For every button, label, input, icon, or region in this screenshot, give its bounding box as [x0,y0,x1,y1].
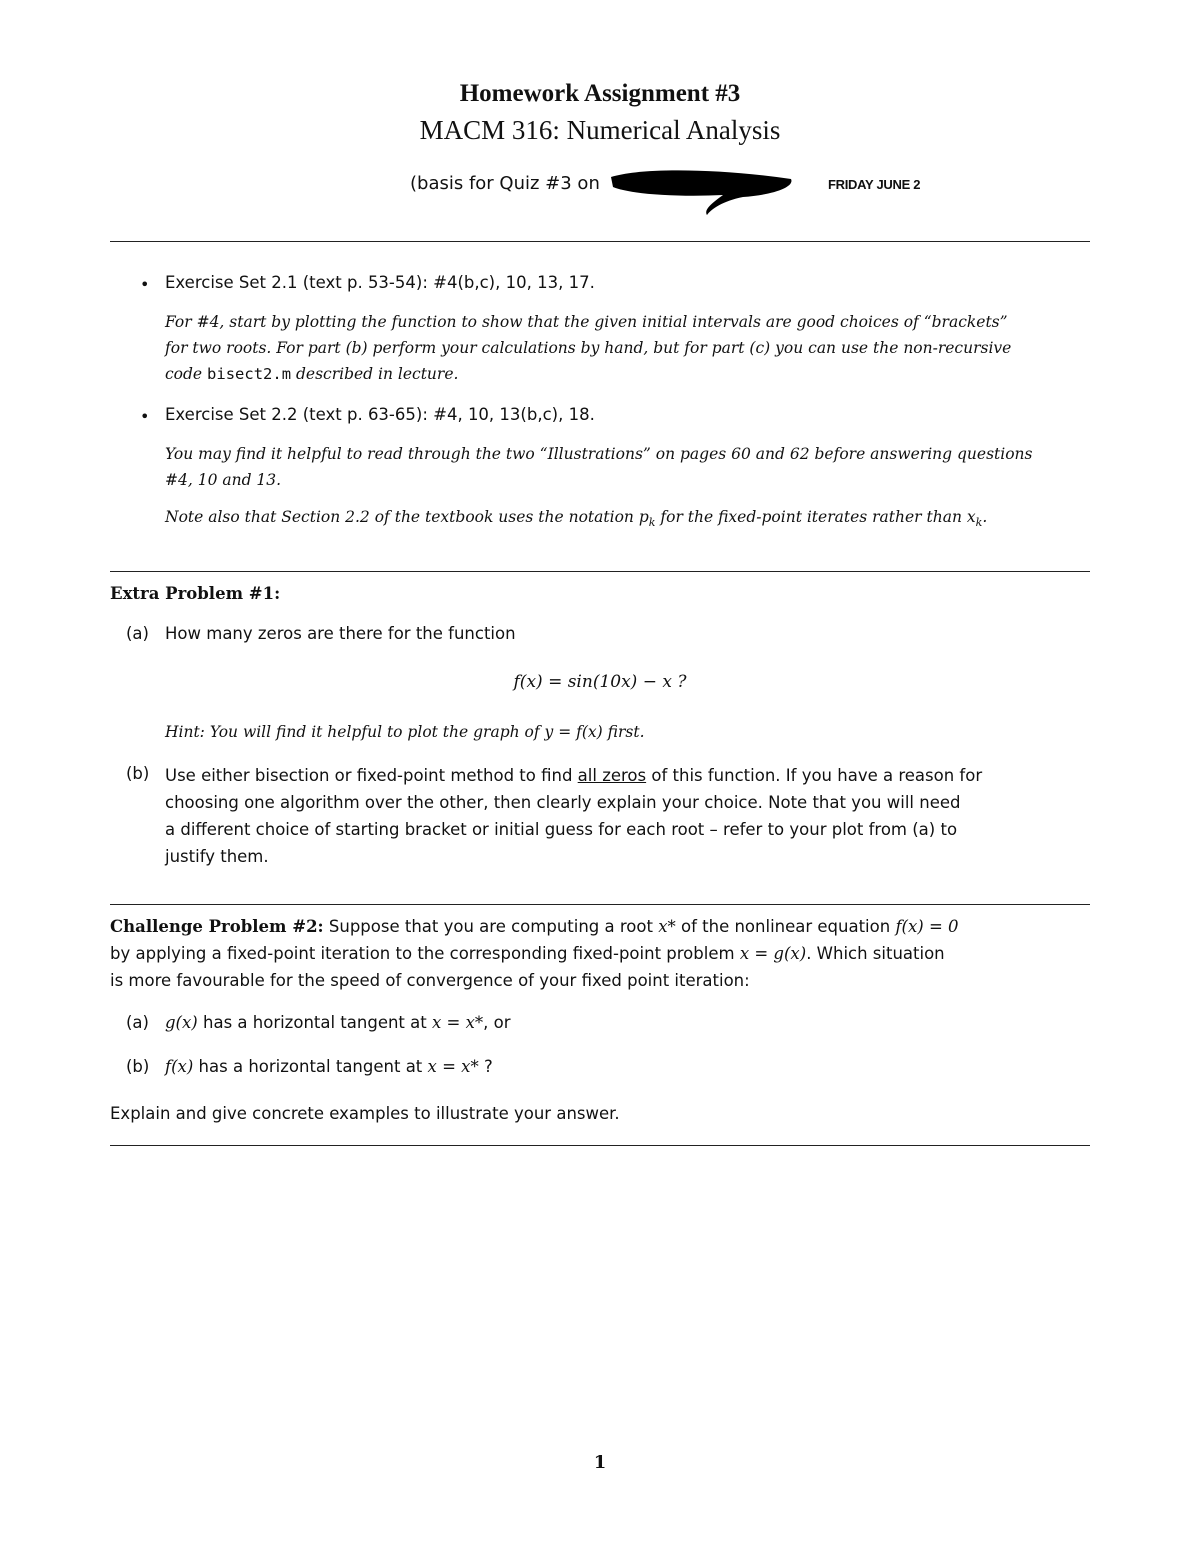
text-span: has a horizontal tangent at [203,1013,427,1032]
exercise-2-1-heading: Exercise Set 2.1 (text p. 53-54): #4(b,c), 10, 13, 17. [165,273,595,292]
function-equation: f(x) = sin(10x) − x ? [513,672,687,692]
quiz-basis-line: (basis for Quiz #3 on [410,173,600,194]
challenge-option-a [165,1013,1090,1032]
math-xstar: x* [658,917,676,936]
part-a-label: (a) [126,624,149,643]
section-divider [110,1145,1090,1146]
code-filename: bisect2.m [207,365,292,383]
note-line: #4, 10 and 13. [165,471,282,489]
hint-text [165,719,1090,745]
math-symbol: x [966,508,976,526]
note-text: described in lecture. [295,365,459,383]
part-a-label: (a) [126,1013,149,1032]
math-x [966,508,983,530]
redaction-scribble [603,165,798,220]
bullet-icon: • [140,407,150,426]
quiz-date: FRIDAY JUNE 2 [828,177,921,192]
text-span: ? [478,1057,493,1076]
text-line [165,762,1090,789]
hint-math: y = f(x) [544,723,603,741]
part-b-label: (b) [126,1057,150,1076]
exercise-2-2-heading: Exercise Set 2.2 (text p. 63-65): #4, 10, 13(b,c), 18. [165,405,595,424]
math-equation: f(x) = 0 [895,917,959,936]
document-title: Homework Assignment #3 [459,80,741,107]
page-number: 1 [593,1452,607,1473]
exercise-2-1-note [165,309,1090,387]
math-equation: x = g(x) [739,944,807,963]
exercise-2-2-note [165,441,1090,493]
math-f: f(x) [165,1057,194,1076]
text-span: , or [483,1013,511,1032]
text-span: Use either bisection or fixed-point method to find [165,766,573,785]
text-line: a different choice of starting bracket or initial guess for each root – refer to your plot from (a) to [165,820,958,839]
math-g: g(x) [165,1013,198,1032]
bullet-icon: • [140,275,150,294]
text-span: . Which situation [806,944,945,963]
text-span: of the nonlinear equation [681,917,891,936]
text-span: Suppose that you are computing a root [328,917,653,936]
text-line: is more favourable for the speed of convergence of your fixed point iteration: [110,971,750,990]
note-line: You may find it helpful to read through the two “Illustrations” on pages 60 and 62 before answering questions [165,445,1033,463]
extra-part-a-text: How many zeros are there for the function [165,624,516,643]
extra-part-b-text [165,762,1090,870]
text-span: by applying a fixed-point iteration to the corresponding fixed-point problem [110,944,735,963]
challenge-problem-title: Challenge Problem #2: [110,917,324,936]
math-subscript: k [648,516,656,530]
text-line: choosing one algorithm over the other, then clearly explain your choice. Note that you will need [165,793,961,812]
challenge-closing: Explain and give concrete examples to illustrate your answer. [110,1104,620,1123]
note-text: Note also that Section 2.2 of the textbook uses the notation [165,508,634,526]
note-line: For #4, start by plotting the function to show that the given initial intervals are good choices of “brackets” [165,313,1008,331]
exercise-2-2-notation-note [165,504,1090,536]
section-divider [110,571,1090,572]
section-divider [110,904,1090,905]
underlined-text: all zeros [577,766,647,785]
text-span: has a horizontal tangent at [198,1057,423,1076]
note-text: for the fixed-point iterates rather than [660,508,962,526]
note-text: code [165,365,203,383]
note-line-code [165,361,1090,387]
hint-prefix: Hint: You will find it helpful to plot the graph of [165,723,540,741]
section-divider [110,241,1090,242]
text-line [110,940,1090,967]
part-b-label: (b) [126,764,150,783]
course-subtitle: MACM 316: Numerical Analysis [419,115,781,145]
challenge-option-b [165,1057,1090,1076]
text-line [110,913,1090,940]
math-equation: x = x* [427,1057,479,1076]
note-line: for two roots. For part (b) perform your calculations by hand, but for part (c) you can use the non-recursive [165,339,1012,357]
challenge-problem-statement [110,913,1090,994]
note-text: . [982,508,988,526]
text-line: justify them. [165,847,269,866]
text-span: of this function. If you have a reason for [651,766,983,785]
math-equation: x = x* [431,1013,484,1032]
extra-problem-title: Extra Problem #1: [110,584,281,603]
math-symbol: p [638,508,649,526]
hint-suffix: first. [607,723,645,741]
math-subscript: k [975,516,983,530]
math-p [638,508,656,530]
